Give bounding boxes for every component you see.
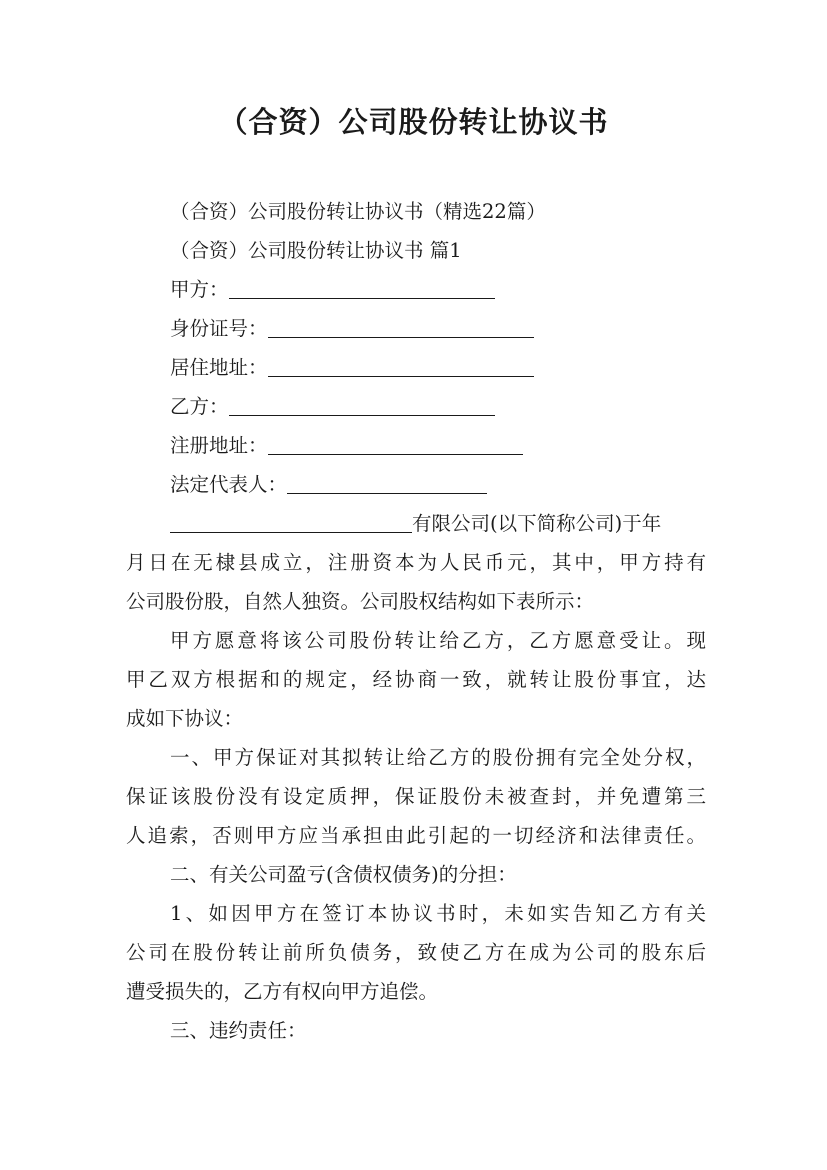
field-label: 身份证号： <box>170 317 268 340</box>
section-heading: （合资）公司股份转让协议书 篇1 <box>170 239 462 262</box>
field-label: 居住地址： <box>170 356 268 379</box>
paragraph-text: 有限公司(以下简称公司)于年 <box>412 512 662 535</box>
blank-line <box>170 512 412 533</box>
document-subtitle: （合资）公司股份转让协议书（精选22篇） <box>170 200 546 223</box>
field-label: 法定代表人： <box>170 473 288 496</box>
field-party-a <box>170 270 750 310</box>
paragraph-1-line-2: 月日在无棣县成立，注册资本为人民币元，其中，甲方持有 <box>126 551 706 574</box>
paragraph-6: 三、违约责任： <box>170 1019 307 1042</box>
paragraph-2-line-1: 甲方愿意将该公司股份转让给乙方，乙方愿意受让。现 <box>170 629 706 652</box>
blank-line <box>268 356 534 377</box>
paragraph-1-line-3: 公司股份股，自然人独资。公司股权结构如下表所示： <box>126 590 595 613</box>
paragraph-5-line-3: 遭受损失的，乙方有权向甲方追偿。 <box>126 980 439 1003</box>
paragraph-3-line-2: 保证该股份没有设定质押，保证股份未被查封，并免遭第三 <box>126 785 706 808</box>
blank-line <box>268 434 523 455</box>
blank-line <box>229 278 495 299</box>
field-label: 乙方： <box>170 395 229 418</box>
paragraph-3-line-3: 人追索，否则甲方应当承担由此引起的一切经济和法律责任。 <box>126 824 706 847</box>
paragraph-5-line-2: 公司在股份转让前所负债务，致使乙方在成为公司的股东后 <box>126 941 706 964</box>
blank-line <box>268 317 534 338</box>
blank-line <box>229 395 495 416</box>
field-label: 注册地址： <box>170 434 268 457</box>
paragraph-5-line-1: 1、如因甲方在签订本协议书时，未如实告知乙方有关 <box>170 902 706 925</box>
blank-line <box>287 473 487 494</box>
field-residence-address <box>170 348 750 388</box>
paragraph-4: 二、有关公司盈亏(含债权债务)的分担： <box>170 863 517 886</box>
field-legal-representative <box>170 465 750 505</box>
paragraph-3-line-1: 一、甲方保证对其拟转让给乙方的股份拥有完全处分权， <box>170 746 706 769</box>
field-party-b <box>170 387 750 427</box>
field-id-number <box>170 309 750 349</box>
field-label: 甲方： <box>170 278 229 301</box>
paragraph-2-line-2: 甲乙双方根据和的规定，经协商一致，就转让股份事宜，达 <box>126 668 706 691</box>
field-registered-address <box>170 426 750 466</box>
paragraph-2-line-3: 成如下协议： <box>126 707 244 730</box>
paragraph-1-line-1 <box>170 504 704 544</box>
document-title: （合资）公司股份转让协议书 <box>218 105 609 139</box>
